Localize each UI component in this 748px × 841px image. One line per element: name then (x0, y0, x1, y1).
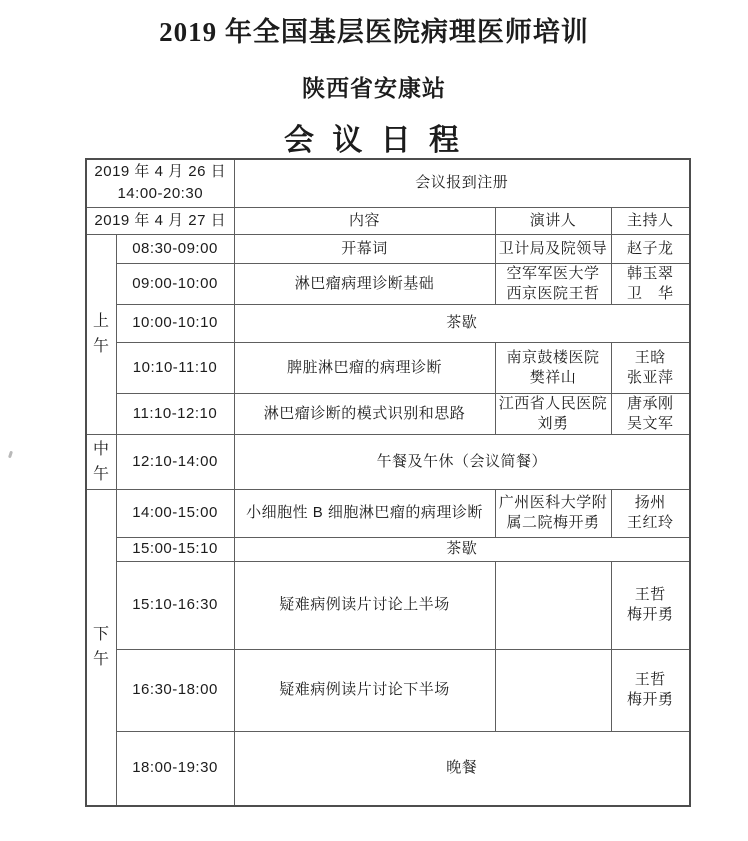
registration-date-cell (86, 159, 234, 207)
document-subtitle: 陕西省安康站 (302, 76, 446, 101)
time-cell: 16:30-18:00 (116, 649, 234, 731)
period-label-afternoon: 下午 (92, 626, 110, 669)
host-cell: 韩玉翠 卫 华 (611, 263, 690, 304)
speaker-cell (495, 561, 611, 649)
time-cell: 09:00-10:00 (116, 263, 234, 304)
host-cell: 王晗 张亚萍 (611, 342, 690, 393)
table-row (86, 561, 690, 649)
speaker-cell: 广州医科大学附 属二院梅开勇 (495, 489, 611, 537)
table-row (86, 342, 690, 393)
time-cell: 18:00-19:30 (116, 731, 234, 806)
break-cell: 茶歇 (234, 304, 690, 342)
table-row (86, 234, 690, 263)
speaker-cell: 卫计局及院领导 (495, 234, 611, 263)
table-row-break (86, 304, 690, 342)
table-row (86, 489, 690, 537)
speaker-cell: 空军军医大学 西京医院王哲 (495, 263, 611, 304)
period-cell-morning (86, 234, 116, 434)
time-cell: 15:10-16:30 (116, 561, 234, 649)
time-cell: 11:10-12:10 (116, 393, 234, 434)
schedule-table (85, 158, 691, 807)
table-row-registration (86, 159, 690, 207)
period-cell-noon (86, 434, 116, 489)
content-cell: 淋巴瘤诊断的模式识别和思路 (234, 393, 495, 434)
time-cell: 14:00-15:00 (116, 489, 234, 537)
time-cell: 10:00-10:10 (116, 304, 234, 342)
host-cell: 王哲 梅开勇 (611, 649, 690, 731)
header-date-cell: 2019 年 4 月 27 日 (86, 207, 234, 234)
break-cell: 茶歇 (234, 537, 690, 561)
agenda-heading: 会 议 日 程 (283, 124, 464, 157)
host-cell: 王哲 梅开勇 (611, 561, 690, 649)
document-title: 2019 年全国基层医院病理医师培训 (159, 17, 589, 47)
registration-date: 2019 年 4 月 26 日 14:00-20:30 (94, 163, 227, 203)
host-cell: 赵子龙 (611, 234, 690, 263)
speaker-cell: 南京鼓楼医院 樊祥山 (495, 342, 611, 393)
host-cell: 扬州 王红玲 (611, 489, 690, 537)
time-cell: 10:10-11:10 (116, 342, 234, 393)
period-label-morning: 上午 (92, 313, 110, 355)
time-cell: 15:00-15:10 (116, 537, 234, 561)
table-row (86, 649, 690, 731)
content-cell: 疑难病例读片讨论下半场 (234, 649, 495, 731)
table-row-header (86, 207, 690, 234)
content-cell: 小细胞性 B 细胞淋巴瘤的病理诊断 (234, 489, 495, 537)
header-speaker-cell: 演讲人 (495, 207, 611, 234)
content-cell: 疑难病例读片讨论上半场 (234, 561, 495, 649)
time-cell: 08:30-09:00 (116, 234, 234, 263)
period-label-noon: 中午 (92, 440, 110, 483)
header-host-cell: 主持人 (611, 207, 690, 234)
table-row-break (86, 537, 690, 561)
lunch-cell: 午餐及午休（会议简餐） (234, 434, 690, 489)
table-row-lunch (86, 434, 690, 489)
content-cell: 脾脏淋巴瘤的病理诊断 (234, 342, 495, 393)
header-content-cell: 内容 (234, 207, 495, 234)
host-cell: 唐承刚 吴文军 (611, 393, 690, 434)
speaker-cell: 江西省人民医院 刘勇 (495, 393, 611, 434)
time-cell: 12:10-14:00 (116, 434, 234, 489)
table-row (86, 263, 690, 304)
scan-speckle (8, 451, 13, 459)
speaker-cell (495, 649, 611, 731)
table-row-dinner (86, 731, 690, 806)
content-cell: 淋巴瘤病理诊断基础 (234, 263, 495, 304)
registration-activity-cell: 会议报到注册 (234, 159, 690, 207)
content-cell: 开幕词 (234, 234, 495, 263)
period-cell-afternoon (86, 489, 116, 806)
dinner-cell: 晚餐 (234, 731, 690, 806)
table-row (86, 393, 690, 434)
